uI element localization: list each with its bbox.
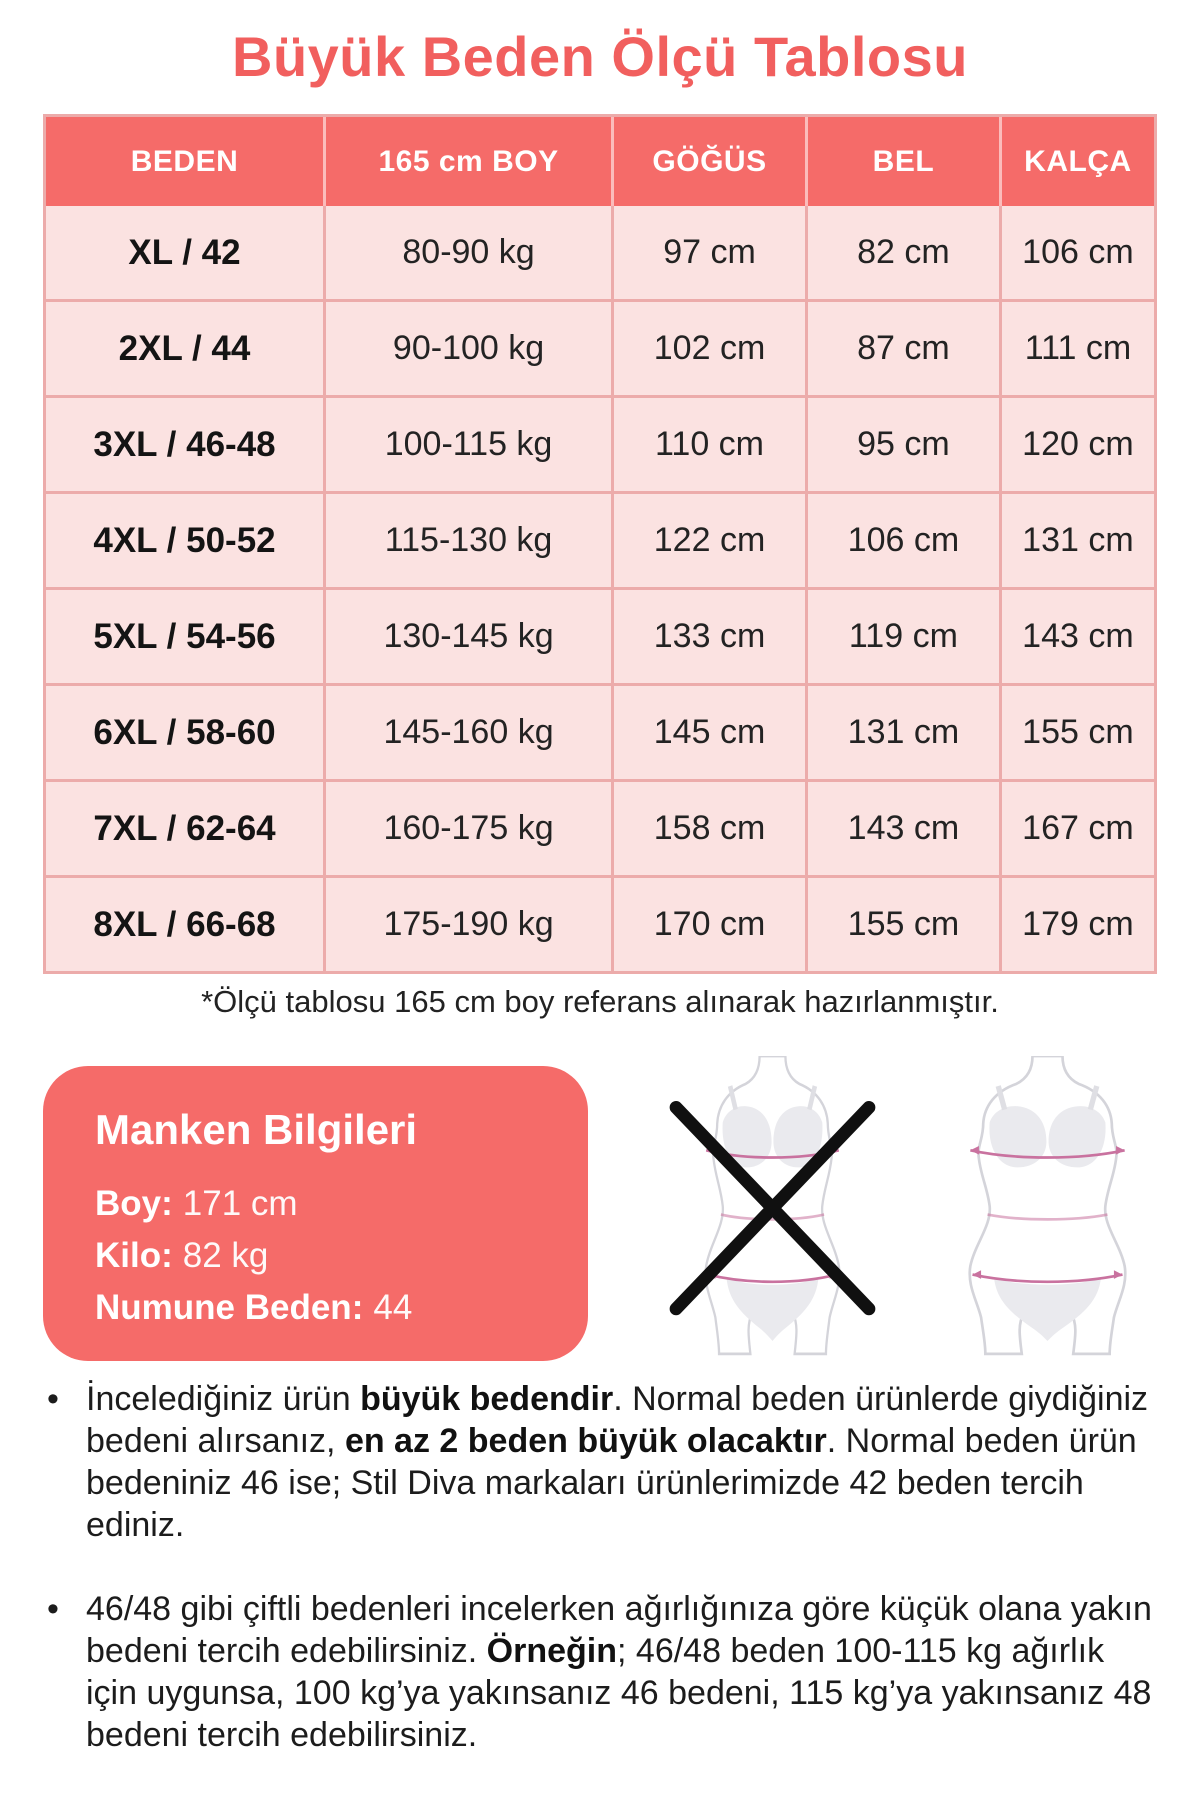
column-header: GÖĞÜS: [611, 117, 805, 206]
size-cell: 5XL / 54-56: [46, 587, 323, 683]
size-table: [43, 114, 1157, 974]
model-weight-row: [95, 1234, 558, 1278]
model-sample-size-row: [95, 1286, 558, 1330]
measure-cell: 95 cm: [805, 395, 999, 491]
table-footnote: *Ölçü tablosu 165 cm boy referans alınarak hazırlanmıştır.: [201, 984, 999, 1019]
measure-cell: 115-130 kg: [323, 491, 611, 587]
size-cell: 8XL / 66-68: [46, 875, 323, 971]
note-item-size-warning: [40, 1378, 1164, 1546]
notes-list: [40, 1378, 1164, 1798]
table-row: [46, 395, 1154, 491]
measure-cell: 122 cm: [611, 491, 805, 587]
plus-size-figure-illustration: [930, 1056, 1165, 1356]
table-row: [46, 299, 1154, 395]
measure-cell: 111 cm: [999, 299, 1154, 395]
measure-cell: 145-160 kg: [323, 683, 611, 779]
measure-cell: 130-145 kg: [323, 587, 611, 683]
size-cell: 7XL / 62-64: [46, 779, 323, 875]
column-header: BEL: [805, 117, 999, 206]
bullet-dot: •: [47, 1380, 59, 1418]
measure-cell: 102 cm: [611, 299, 805, 395]
measure-cell: 143 cm: [999, 587, 1154, 683]
measure-cell: 106 cm: [805, 491, 999, 587]
measure-cell: 167 cm: [999, 779, 1154, 875]
model-card-title: Manken Bilgileri: [95, 1106, 418, 1153]
size-table-body: [46, 206, 1154, 971]
table-row: [46, 779, 1154, 875]
measure-cell: 158 cm: [611, 779, 805, 875]
measure-cell: 97 cm: [611, 206, 805, 299]
measure-cell: 155 cm: [805, 875, 999, 971]
model-height-label: Boy:: [95, 1184, 173, 1223]
size-cell: 6XL / 58-60: [46, 683, 323, 779]
model-sample-size-value: 44: [373, 1288, 413, 1327]
measure-cell: 179 cm: [999, 875, 1154, 971]
column-header: 165 cm BOY: [323, 117, 611, 206]
model-weight-label: Kilo:: [95, 1236, 173, 1275]
measure-cell: 170 cm: [611, 875, 805, 971]
size-cell: 4XL / 50-52: [46, 491, 323, 587]
size-cell: XL / 42: [46, 206, 323, 299]
table-row: [46, 683, 1154, 779]
model-info-card: [43, 1066, 588, 1361]
measure-cell: 143 cm: [805, 779, 999, 875]
measure-cell: 110 cm: [611, 395, 805, 491]
measure-cell: 131 cm: [805, 683, 999, 779]
table-row: [46, 875, 1154, 971]
measure-cell: 175-190 kg: [323, 875, 611, 971]
note-text: 46/48 gibi çiftli bedenleri incelerken ağırlığınıza göre küçük olana yakın bedeni tercih edebilirsiniz. Örneğin; 46/48 beden 100-115 kg ağırlık için uygunsa, 100 kg’ya yakınsanız 46 bedeni, 115 kg’ya yakınsanız 48 bedeni tercih edebilirsiniz.: [86, 1590, 1152, 1754]
measure-cell: 131 cm: [999, 491, 1154, 587]
model-weight-value: 82 kg: [182, 1236, 269, 1275]
page-title: Büyük Beden Ölçü Tablosu: [232, 25, 968, 88]
column-header: KALÇA: [999, 117, 1154, 206]
measure-cell: 80-90 kg: [323, 206, 611, 299]
table-row: [46, 206, 1154, 299]
model-height-value: 171 cm: [182, 1184, 298, 1223]
measure-cell: 90-100 kg: [323, 299, 611, 395]
crossed-slim-figure-illustration: [655, 1056, 890, 1356]
measure-cell: 82 cm: [805, 206, 999, 299]
measure-cell: 106 cm: [999, 206, 1154, 299]
table-row: [46, 491, 1154, 587]
size-cell: 3XL / 46-48: [46, 395, 323, 491]
size-table-head-row: [46, 117, 1154, 206]
measure-cell: 119 cm: [805, 587, 999, 683]
model-height-row: [95, 1182, 558, 1226]
table-row: [46, 587, 1154, 683]
measure-cell: 120 cm: [999, 395, 1154, 491]
column-header: BEDEN: [46, 117, 323, 206]
note-item-double-size: [40, 1588, 1164, 1756]
measure-cell: 145 cm: [611, 683, 805, 779]
measure-cell: 155 cm: [999, 683, 1154, 779]
model-sample-size-label: Numune Beden:: [95, 1288, 364, 1327]
figure-illustrations: [655, 1056, 1165, 1356]
measure-cell: 100-115 kg: [323, 395, 611, 491]
note-text: İncelediğiniz ürün büyük bedendir. Normal beden ürünlerde giydiğiniz bedeni alırsanız, en az 2 beden büyük olacaktır. Normal beden ürün bedeniniz 46 ise; Stil Diva markaları ürünlerimizde 42 beden tercih ediniz.: [86, 1380, 1149, 1544]
measure-cell: 133 cm: [611, 587, 805, 683]
measure-cell: 160-175 kg: [323, 779, 611, 875]
measure-cell: 87 cm: [805, 299, 999, 395]
size-cell: 2XL / 44: [46, 299, 323, 395]
bullet-dot: •: [47, 1590, 59, 1628]
